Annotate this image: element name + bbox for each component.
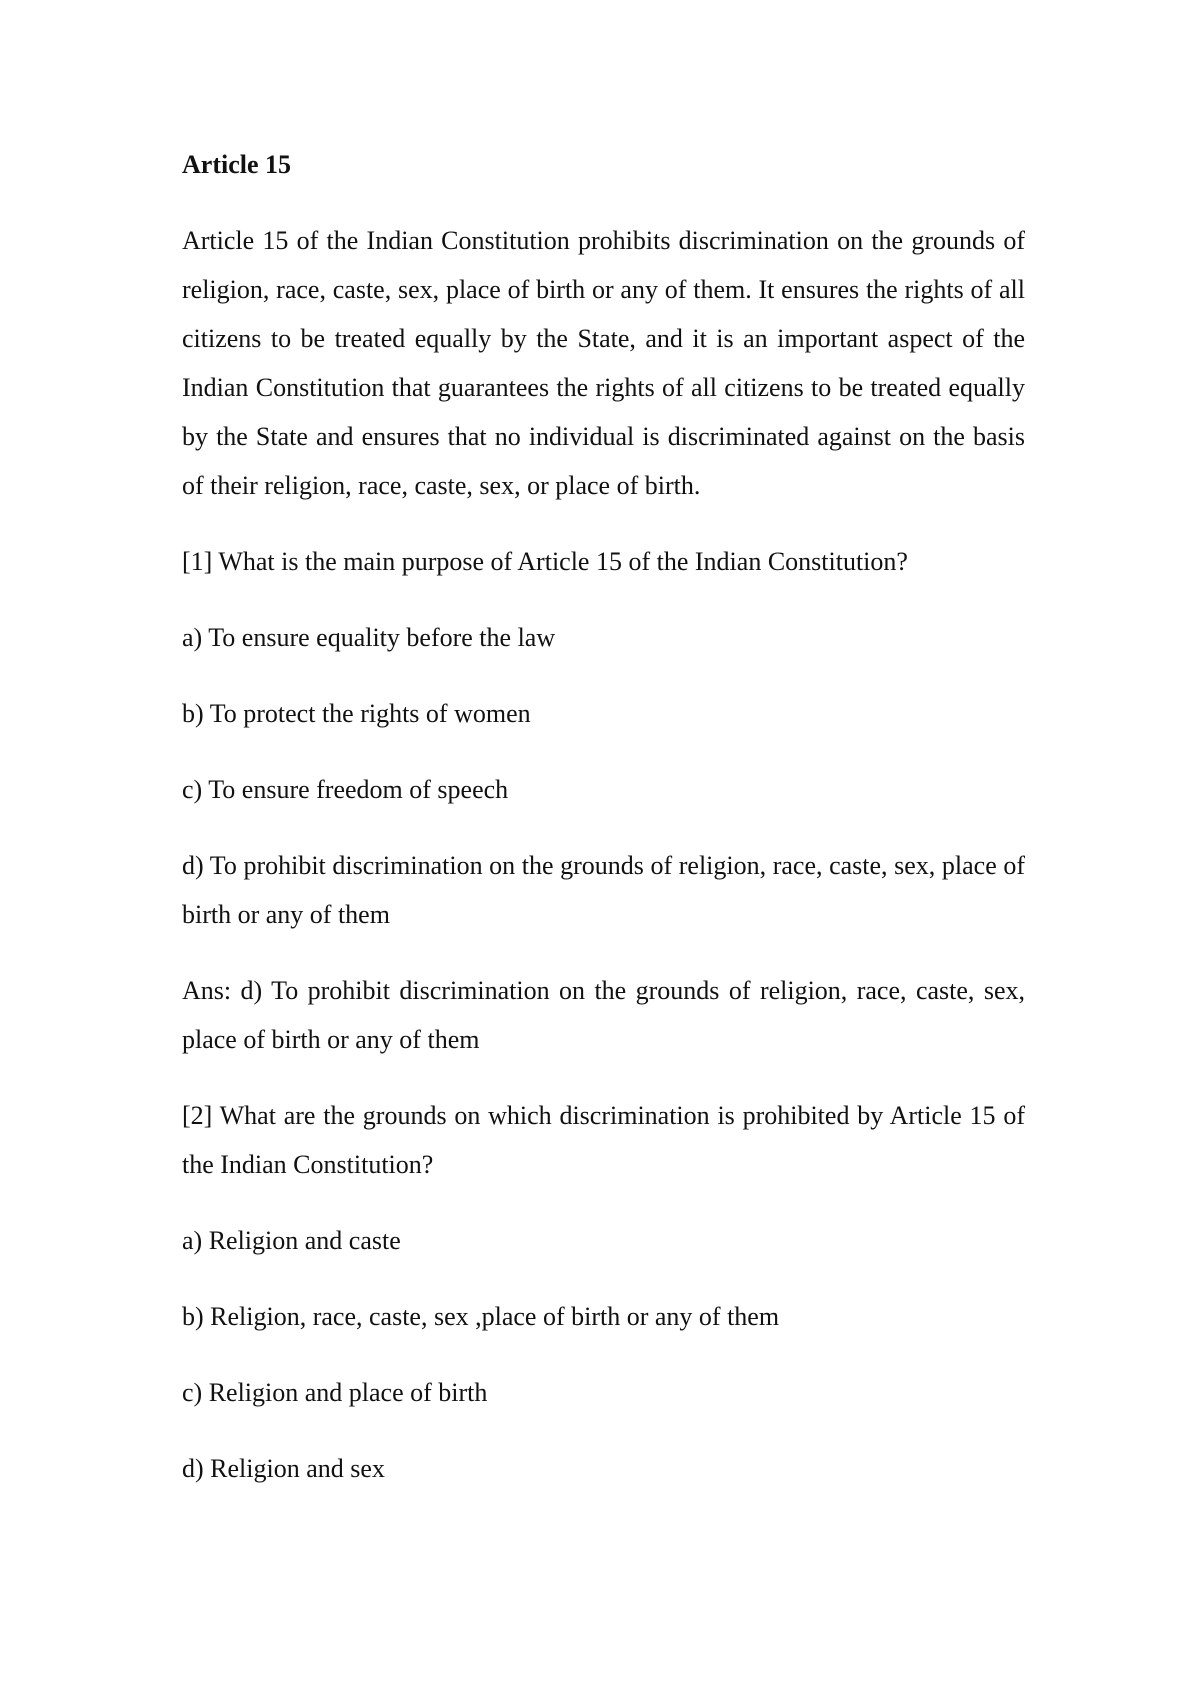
question-2-option-b: b) Religion, race, caste, sex ,place of birth or any of them (182, 1302, 780, 1331)
question-1-answer: Ans: d) To prohibit discrimination on the grounds of religion, race, caste, sex, place of birth or any of them (182, 976, 1025, 1054)
question-2-option-d: d) Religion and sex (182, 1454, 385, 1483)
question-2: [2] What are the grounds on which discrimination is prohibited by Article 15 of the Indian Constitution? (182, 1101, 1025, 1179)
question-2-option-a: a) Religion and caste (182, 1226, 401, 1255)
question-1-option-b: b) To protect the rights of women (182, 699, 531, 728)
intro-paragraph: Article 15 of the Indian Constitution prohibits discrimination on the grounds of religion, race, caste, sex, place of birth or any of them. It ensures the rights of all citizens to be treated equally by the State, and it is an important aspect of the Indian Constitution that guarantees the rights of all citizens to be treated equally by the State and ensures that no individual is discriminated against on the basis of their religion, race, caste, sex, or place of birth. (182, 226, 1025, 500)
document-body (182, 140, 1025, 1520)
question-2-option-c: c) Religion and place of birth (182, 1378, 488, 1407)
question-1-option-d: d) To prohibit discrimination on the grounds of religion, race, caste, sex, place of birth or any of them (182, 851, 1025, 929)
article-heading: Article 15 (182, 150, 292, 179)
question-1: [1] What is the main purpose of Article 15 of the Indian Constitution? (182, 547, 908, 576)
question-1-option-a: a) To ensure equality before the law (182, 623, 556, 652)
question-1-option-c: c) To ensure freedom of speech (182, 775, 509, 804)
